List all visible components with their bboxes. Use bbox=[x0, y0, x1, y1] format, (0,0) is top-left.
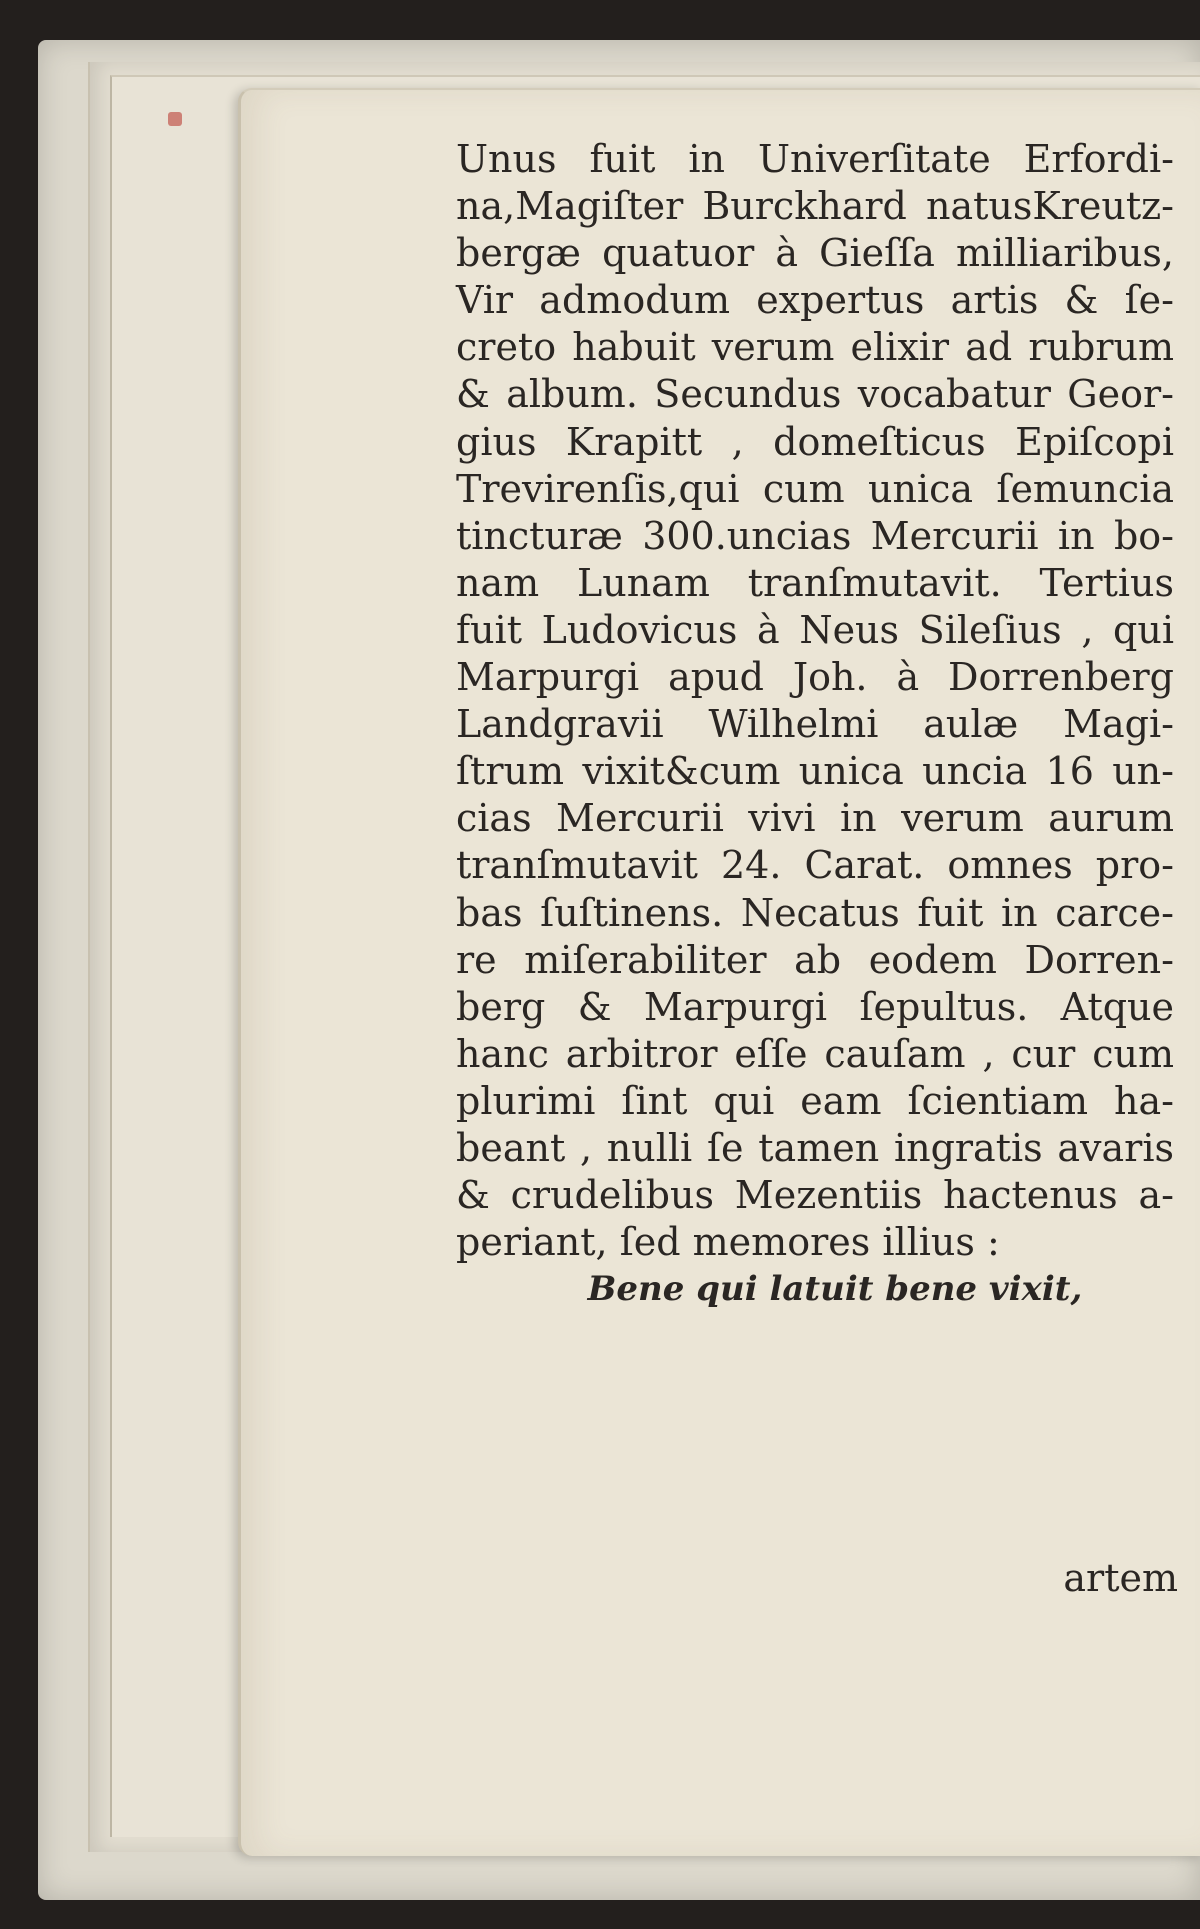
text-line: Trevirenſis,qui cum unica ſemuncia bbox=[456, 466, 1174, 511]
red-stain-mark bbox=[168, 112, 182, 126]
text-line: Marpurgi apud Joh. à Dorrenberg bbox=[456, 655, 1174, 700]
body-text bbox=[456, 136, 1174, 1313]
text-line: tranſmutavit 24. Carat. omnes pro- bbox=[456, 843, 1174, 888]
text-line: Landgravii Wilhelmi aulæ Magi- bbox=[456, 702, 1174, 747]
text-line: & crudelibus Mezentiis hactenus a- bbox=[456, 1173, 1174, 1218]
text-line: bas ſuſtinens. Necatus fuit in carce- bbox=[456, 890, 1174, 935]
catchword: artem bbox=[1063, 1556, 1178, 1600]
text-line: nam Lunam tranſmutavit. Tertius bbox=[456, 560, 1174, 605]
text-line: beant , nulli ſe tamen ingratis avaris bbox=[456, 1125, 1174, 1170]
text-line: berg & Marpurgi ſepultus. Atque bbox=[456, 984, 1174, 1029]
text-line: tincturæ 300.uncias Mercurii in bo- bbox=[456, 513, 1174, 558]
text-line: Unus fuit in Univerſitate Erfordi- bbox=[456, 137, 1174, 181]
text-line: bergæ quatuor à Gieſſa milliaribus, bbox=[456, 231, 1174, 276]
text-line: hanc arbitror eſſe cauſam , cur cum bbox=[456, 1031, 1174, 1076]
text-line: na,Magiſter Burckhard natusKreutz- bbox=[456, 184, 1174, 229]
text-line: ſtrum vixit&cum unica uncia 16 un- bbox=[456, 749, 1174, 794]
text-line: cias Mercurii vivi in verum aurum bbox=[456, 796, 1174, 841]
text-line: periant, ſed memores illius : bbox=[456, 1220, 1000, 1265]
text-line: creto habuit verum elixir ad rubrum bbox=[456, 325, 1174, 370]
text-line: plurimi ſint qui eam ſcientiam ha- bbox=[456, 1078, 1174, 1123]
text-line: & album. Secundus vocabatur Geor- bbox=[456, 372, 1174, 417]
text-line: gius Krapitt , domeſticus Epiſcopi bbox=[456, 419, 1174, 464]
text-line: re miſerabiliter ab eodem Dorren- bbox=[456, 937, 1174, 982]
text-line: fuit Ludovicus à Neus Sileſius , qui bbox=[456, 607, 1174, 652]
motto-line: Bene qui latuit bene vixit, bbox=[587, 1269, 1083, 1310]
text-line: Vir admodum expertus artis & ſe- bbox=[456, 278, 1174, 323]
